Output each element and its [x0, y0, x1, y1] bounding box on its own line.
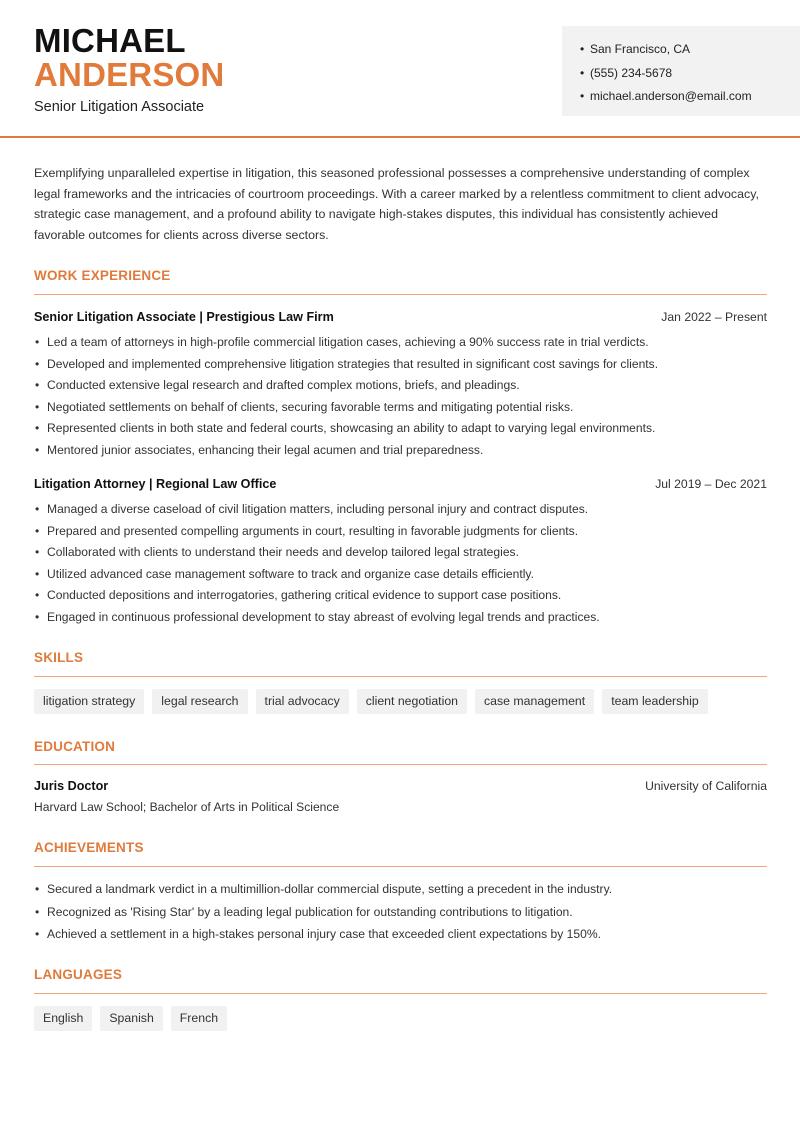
contact-list [580, 38, 800, 109]
list-item: • Prepared and presented compelling arguments in court, resulting in favorable judgments for clients. [34, 521, 767, 543]
list-item: • Recognized as 'Rising Star' by a leading legal publication for outstanding contributions to litigation. [34, 901, 767, 924]
language-tag: Spanish [100, 1006, 162, 1031]
skill-tag: trial advocacy [256, 689, 349, 714]
resume-header [0, 0, 800, 138]
job-dates: Jul 2019 – Dec 2021 [655, 477, 767, 491]
contact-box [562, 26, 800, 116]
contact-email[interactable]: • michael.anderson@email.com [580, 85, 800, 109]
list-item: • Represented clients in both state and federal courts, showcasing an ability to adapt to varying legal environments. [34, 418, 767, 440]
job-bullets [34, 332, 767, 461]
job-title: Senior Litigation Associate [34, 99, 205, 115]
job-heading [34, 477, 767, 491]
job-role: Litigation Attorney | Regional Law Office [34, 477, 277, 491]
section-divider [34, 993, 767, 994]
contact-phone: • (555) 234-5678 [580, 62, 800, 86]
list-item: • Conducted depositions and interrogatories, gathering critical evidence to support case positions. [34, 585, 767, 607]
list-item: • Achieved a settlement in a high-stakes personal injury case that exceeded client expectations by 150%. [34, 923, 767, 946]
skill-tag: legal research [152, 689, 247, 714]
skill-tag: team leadership [602, 689, 708, 714]
list-item: • Led a team of attorneys in high-profile commercial litigation cases, achieving a 90% success rate in trial verdicts. [34, 332, 767, 354]
list-item: • Utilized advanced case management software to track and organize case details efficiently. [34, 564, 767, 586]
list-item: • Developed and implemented comprehensive litigation strategies that resulted in significant cost savings for clients. [34, 354, 767, 376]
language-tag: French [171, 1006, 227, 1031]
section-divider [34, 866, 767, 867]
list-item: • Conducted extensive legal research and drafted complex motions, briefs, and pleadings. [34, 375, 767, 397]
section-title-work: WORK EXPERIENCE [34, 268, 171, 283]
job-bullets [34, 499, 767, 628]
section-title-education: EDUCATION [34, 739, 116, 754]
skill-tag: client negotiation [357, 689, 467, 714]
list-item: • Engaged in continuous professional development to stay abreast of evolving legal trends and practices. [34, 607, 767, 629]
section-title-languages: LANGUAGES [34, 967, 123, 982]
skills-tags [34, 689, 708, 714]
education-degree: Juris Doctor [34, 779, 109, 793]
language-tags [34, 1006, 227, 1031]
list-item: • Secured a landmark verdict in a multimillion-dollar commercial dispute, setting a precedent in the industry. [34, 878, 767, 901]
contact-location: • San Francisco, CA [580, 38, 800, 62]
education-detail: Harvard Law School; Bachelor of Arts in Political Science [34, 800, 340, 814]
job-heading [34, 310, 767, 324]
job-dates: Jan 2022 – Present [661, 310, 767, 324]
achievements-list [34, 878, 767, 946]
skill-tag: litigation strategy [34, 689, 144, 714]
education-school: University of California [645, 779, 767, 793]
first-name: MICHAEL [34, 22, 186, 59]
list-item: • Negotiated settlements on behalf of clients, securing favorable terms and mitigating potential risks. [34, 397, 767, 419]
section-divider [34, 294, 767, 295]
last-name: ANDERSON [34, 56, 225, 93]
job-role: Senior Litigation Associate | Prestigious Law Firm [34, 310, 334, 324]
section-title-skills: SKILLS [34, 650, 84, 665]
list-item: • Managed a diverse caseload of civil litigation matters, including personal injury and contract disputes. [34, 499, 767, 521]
section-divider [34, 764, 767, 765]
section-title-achievements: ACHIEVEMENTS [34, 840, 144, 855]
summary-paragraph: Exemplifying unparalleled expertise in litigation, this seasoned professional possesses a comprehensive understanding of complex legal frameworks and the intricacies of courtroom proceedings. With a career marked by a relentless commitment to client advocacy, strategic case management, and a profound ability to navigate high-stakes disputes, this individual has consistently achieved favorable outcomes for clients across diverse sectors. [34, 166, 759, 243]
skill-tag: case management [475, 689, 594, 714]
section-divider [34, 676, 767, 677]
list-item: • Collaborated with clients to understand their needs and develop tailored legal strategies. [34, 542, 767, 564]
list-item: • Mentored junior associates, enhancing their legal acumen and trial preparedness. [34, 440, 767, 462]
language-tag: English [34, 1006, 92, 1031]
